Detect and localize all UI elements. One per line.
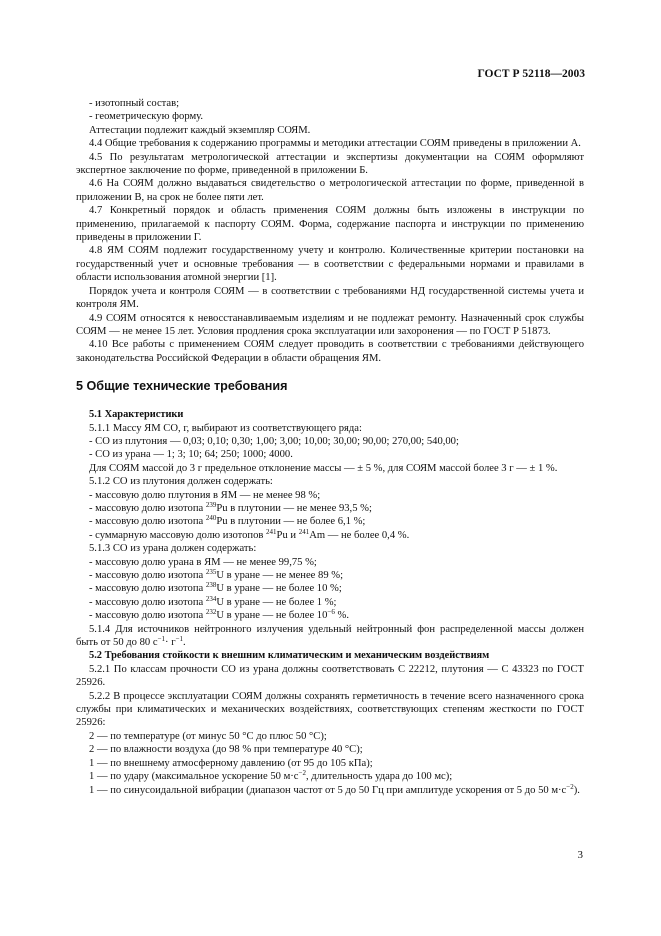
page-number: 3 bbox=[577, 849, 583, 861]
list-item: - изотопный состав; bbox=[89, 98, 180, 109]
list-item: - СО из плутония — 0,03; 0,10; 0,30; 1,00; 3,00; 10,00; 30,00; 90,00; 270,00; 540,00; bbox=[89, 435, 459, 447]
list-item: - массовую долю изотопа $^{239}$Pu в плутонии — не менее 93,5 %; bbox=[89, 500, 372, 514]
document-body bbox=[76, 97, 584, 797]
paragraph-5-1-4: 5.1.4 Для источников нейтронного излучения удельный нейтронный фон распределенной массы должен быть от 50 до 80 $с^{-1}\cdot г^{-1}$. bbox=[76, 623, 584, 649]
subsection-heading: 5.2 Требования стойкости к внешним климатическим и механическим воздействиям bbox=[89, 650, 490, 662]
paragraph: Для СОЯМ массой до 3 г предельное отклонение массы — ± 5 %, для СОЯМ массой более 3 г — ± 1 %. bbox=[89, 462, 558, 474]
paragraph-4-5: 4.5 По результатам метрологической аттестации и экспертизы документации на СОЯМ оформляют экспертное заключение по форме, приведенной в приложении Б. bbox=[76, 151, 584, 177]
list-item: - массовую долю плутония в ЯМ — не менее 98 %; bbox=[89, 489, 321, 501]
list-item: - массовую долю изотопа $^{240}$Pu в плутонии — не более 6,1 %; bbox=[89, 514, 366, 528]
list-item: - массовую долю изотопа $^{235}$U в уране — не менее 89 %; bbox=[89, 568, 344, 581]
subsection-heading: 5.1 Характеристики bbox=[89, 409, 184, 421]
paragraph-4-7: 4.7 Конкретный порядок и область применения СОЯМ должны быть изложены в инструкции по применению, прилагаемой к паспорту СОЯМ. Форма, содержание паспорта и инструкции по применению приведены в приложении Г. bbox=[76, 205, 584, 244]
paragraph-4-6: 4.6 На СОЯМ должно выдаваться свидетельство о метрологической аттестации по форме, приведенной в приложении В, на срок не более пяти лет. bbox=[76, 178, 584, 203]
list-item: - массовую долю изотопа $^{232}$U в уране — не более $10^{-6}$ %. bbox=[89, 608, 349, 622]
paragraph-5-1-1: 5.1.1 Массу ЯМ СО, г, выбирают из соответствующего ряда: bbox=[89, 422, 362, 434]
section-heading: 5 Общие технические требования bbox=[76, 379, 288, 394]
paragraph-5-1-3: 5.1.3 СО из урана должен содержать: bbox=[89, 543, 257, 555]
list-item: - СО из урана — 1; 3; 10; 64; 250; 1000; 4000. bbox=[89, 449, 293, 461]
list-item: - суммарную массовую долю изотопов $^{241}$Pu и $^{241}$Am — не более 0,4 %. bbox=[89, 527, 410, 541]
paragraph: Порядок учета и контроля СОЯМ — в соответствии с требованиями НД государственной системы учета и контроля ЯМ. bbox=[76, 285, 584, 311]
list-item: 1 — по синусоидальной вибрации (диапазон частот от 5 до 50 Гц при амплитуде ускорения от 5 до 50 $м\cdot с^{-2}$). bbox=[89, 782, 580, 796]
paragraph-4-10: 4.10 Все работы с применением СОЯМ следует проводить в соответствии с требованиями действующего законодательства Российской Федерации в области обращения ЯМ. bbox=[76, 339, 584, 364]
document-header: ГОСТ Р 52118—2003 bbox=[477, 68, 585, 80]
list-item: - массовую долю изотопа $^{234}$U в уране — не более 1 %; bbox=[89, 594, 337, 608]
paragraph-4-9: 4.9 СОЯМ относятся к невосстанавливаемым изделиям и не подлежат ремонту. Назначенный срок службы СОЯМ — не менее 15 лет. Условия продления срока эксплуатации или захоронения — по ГОСТ Р 51873. bbox=[76, 312, 584, 337]
list-item: 1 — по внешнему атмосферному давлению (от 95 до 105 кПа); bbox=[89, 757, 373, 769]
list-item: - массовую долю изотопа $^{238}$U в уране — не более 10 %; bbox=[89, 581, 342, 595]
list-item: 2 — по температуре (от минус 50 °С до плюс 50 °С); bbox=[89, 730, 327, 742]
paragraph-4-8: 4.8 ЯМ СОЯМ подлежит государственному учету и контролю. Количественные критерии постановки на государственный учет и основные требования — в соответствии с федеральными нормами и правилами в области использования атомной энергии [1]. bbox=[76, 245, 584, 284]
paragraph-5-1-2: 5.1.2 СО из плутония должен содержать: bbox=[89, 476, 273, 488]
paragraph: Аттестации подлежит каждый экземпляр СОЯМ. bbox=[89, 124, 311, 136]
paragraph-5-2-1: 5.2.1 По классам прочности СО из урана должны соответствовать С 22212, плутония — С 43323 по ГОСТ 25926. bbox=[76, 663, 584, 689]
list-item: - геометрическую форму. bbox=[89, 111, 204, 123]
list-item: 2 — по влажности воздуха (до 98 % при температуре 40 °С); bbox=[89, 744, 363, 756]
paragraph-4-4: 4.4 Общие требования к содержанию программы и методики аттестации СОЯМ приведены в приложении А. bbox=[89, 138, 581, 150]
paragraph-5-2-2: 5.2.2 В процессе эксплуатации СОЯМ должны сохранять герметичность в течение всего назначенного срока службы при климатических и механических воздействиях, соответствующих степеням жесткости по ГОСТ 25926: bbox=[76, 690, 584, 729]
list-item: 1 — по удару (максимальное ускорение 50 $м\cdot с^{-2}$, длительность удара до 100 мс); bbox=[89, 769, 453, 783]
list-item: - массовую долю урана в ЯМ — не менее 99,75 %; bbox=[89, 556, 317, 568]
